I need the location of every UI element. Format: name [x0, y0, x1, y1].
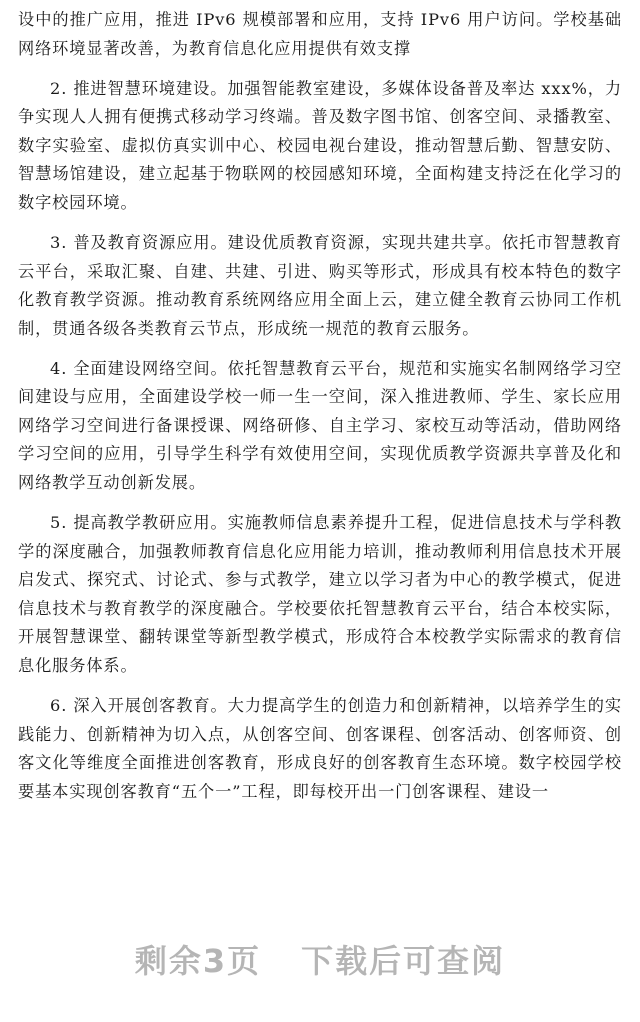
paragraph-education-resources: 3. 普及教育资源应用。建设优质教育资源，实现共建共享。依托市智慧教育云平台，采取汇聚、自建、共建、引进、购买等形式，形成具有校本特色的数字化教育教学资源。推动教育系统网络应用全面上云，建立健全教育云协同工作机制，贯通各级各类教育云节点，形成统一规范的教育云服务。	[18, 232, 622, 338]
download-to-view-label: 下载后可查阅	[301, 942, 506, 980]
paragraph-smart-environment: 2. 推进智慧环境建设。加强智能教室建设，多媒体设备普及率达 xxx%，力争实现人人拥有便携式移动学习终端。普及数字图书馆、创客空间、录播教室、数字实验室、虚拟仿真实训中心、校园电视台建设，推动智慧后勤、智慧安防、智慧场馆建设，建立起基于物联网的校园感知环境，全面构建支持泛在化学习的数字校园环境。	[18, 78, 622, 212]
document-body	[18, 6, 622, 818]
remaining-pages-label: 剩余3页	[134, 942, 262, 980]
paragraph-maker-education: 6. 深入开展创客教育。大力提高学生的创造力和创新精神，以培养学生的实践能力、创新精神为切入点，从创客空间、创客课程、创客活动、创客师资、创客文化等维度全面推进创客教育，形成良好的创客教育生态环境。数字校园学校要基本实现创客教育“五个一”工程，即每校开出一门创客课程、建设一	[18, 696, 622, 801]
paragraph-network-space: 4. 全面建设网络空间。依托智慧教育云平台，规范和实施实名制网络学习空间建设与应用，全面建设学校一师一生一空间，深入推进教师、学生、家长应用网络学习空间进行备课授课、网络研修、自主学习、家校互动等活动，借助网络学习空间的应用，引导学生科学有效使用空间，实现优质教学资源共享普及化和网络教学互动创新发展。	[18, 358, 622, 493]
download-prompt-banner[interactable]	[0, 936, 640, 982]
paragraph-teaching-research: 5. 提高教学教研应用。实施教师信息素养提升工程，促进信息技术与学科教学的深度融合，加强教师教育信息化应用能力培训，推动教师利用信息技术开展启发式、探究式、讨论式、参与式教学，建立以学习者为中心的教学模式，促进信息技术与教育教学的深度融合。学校要依托智慧教育云平台，结合本校实际，开展智慧课堂、翻转课堂等新型教学模式，形成符合本校教学实际需求的教育信息化服务体系。	[18, 513, 622, 676]
paragraph-continuation: 设中的推广应用，推进 IPv6 规模部署和应用，支持 IPv6 用户访问。学校基础网络环境显著改善，为教育信息化应用提供有效支撑	[18, 10, 622, 58]
